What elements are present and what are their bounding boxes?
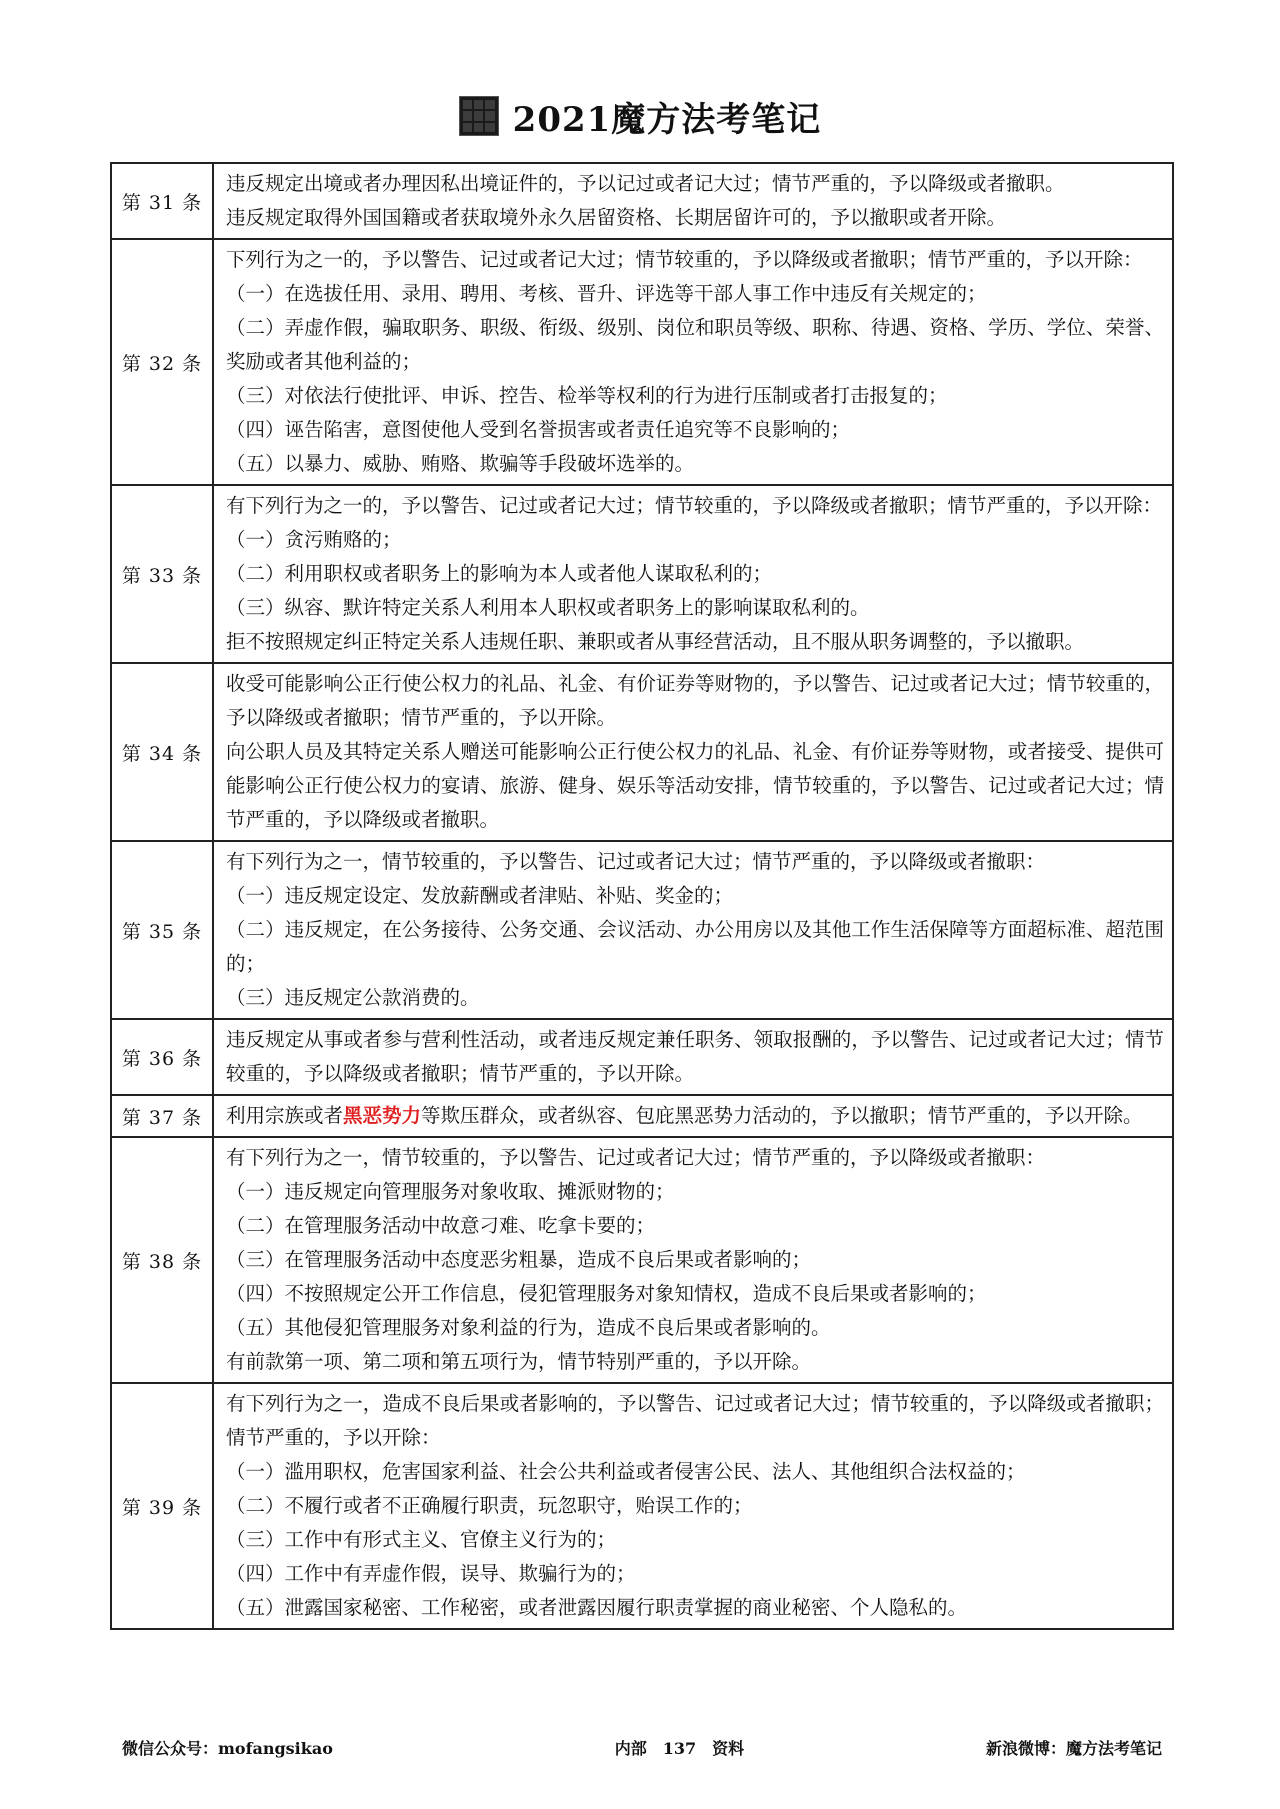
- article-content: [213, 1019, 1173, 1095]
- article-content: [213, 485, 1173, 663]
- article-item: （三）工作中有形式主义、官僚主义行为的；: [226, 1528, 617, 1551]
- article-item: （四）工作中有弄虚作假，误导、欺骗行为的；: [226, 1562, 636, 1585]
- article-number: 第 31 条: [111, 163, 213, 239]
- highlighted-term: 黑恶势力: [343, 1104, 422, 1127]
- article-row-32: [111, 239, 1173, 485]
- article-row-39: [111, 1383, 1173, 1629]
- article-line: 违反规定取得外国国籍或者获取境外永久居留资格、长期居留许可的，予以撤职或者开除。: [226, 206, 1007, 229]
- article-row-37: [111, 1095, 1173, 1137]
- article-item: （二）不履行或者不正确履行职责，玩忽职守，贻误工作的；: [226, 1494, 753, 1517]
- article-item: （一）滥用职权，危害国家利益、社会公共利益或者侵害公民、法人、其他组织合法权益的；: [226, 1460, 1026, 1483]
- article-number: 第 36 条: [111, 1019, 213, 1095]
- article-item: （一）在选拔任用、录用、聘用、考核、晋升、评选等干部人事工作中违反有关规定的；: [226, 282, 987, 305]
- article-item: （三）对依法行使批评、申诉、控告、检举等权利的行为进行压制或者打击报复的；: [226, 384, 948, 407]
- page-header: [0, 88, 1280, 144]
- footer-page-number: 内部 137 资料: [614, 1739, 745, 1758]
- article-content: [213, 163, 1173, 239]
- article-intro: 有下列行为之一的，予以警告、记过或者记大过；情节较重的，予以降级或者撤职；情节严重的，予以开除：: [226, 494, 1163, 517]
- article-item: （一）贪污贿赂的；: [226, 528, 402, 551]
- page-title: 2021魔方法考笔记: [512, 99, 822, 140]
- article-row-35: [111, 841, 1173, 1019]
- articles-table: [110, 162, 1174, 1630]
- article-item: （二）弄虚作假，骗取职务、职级、衔级、级别、岗位和职员等级、职称、待遇、资格、学历、学位、荣誉、奖励或者其他利益的；: [226, 316, 1164, 373]
- footer-weibo: 新浪微博：魔方法考笔记: [985, 1739, 1162, 1758]
- article-intro: 下列行为之一的，予以警告、记过或者记大过；情节较重的，予以降级或者撤职；情节严重的，予以开除：: [226, 248, 1143, 271]
- footer-wechat: 微信公众号：mofangsikao: [122, 1739, 333, 1758]
- article-row-36: [111, 1019, 1173, 1095]
- article-item: （四）不按照规定公开工作信息，侵犯管理服务对象知情权，造成不良后果或者影响的；: [226, 1282, 987, 1305]
- article-item: （一）违反规定向管理服务对象收取、摊派财物的；: [226, 1180, 675, 1203]
- article-item: （二）利用职权或者职务上的影响为本人或者他人谋取私利的；: [226, 562, 773, 585]
- article-text: 等欺压群众，或者纵容、包庇黑恶势力活动的，予以撤职；情节严重的，予以开除。: [421, 1104, 1143, 1127]
- article-paragraph: 向公职人员及其特定关系人赠送可能影响公正行使公权力的礼品、礼金、有价证券等财物，或者接受、提供可能影响公正行使公权力的宴请、旅游、健身、娱乐等活动安排，情节较重的，予以警告、记过或者记大过；情节严重的，予以降级或者撤职。: [226, 740, 1164, 831]
- article-intro: 有下列行为之一，造成不良后果或者影响的，予以警告、记过或者记大过；情节较重的，予以降级或者撤职；情节严重的，予以开除：: [226, 1392, 1164, 1449]
- article-item: （三）纵容、默许特定关系人利用本人职权或者职务上的影响谋取私利的。: [226, 596, 870, 619]
- article-row-34: [111, 663, 1173, 841]
- article-content: [213, 663, 1173, 841]
- article-content: [213, 841, 1173, 1019]
- article-paragraph: [226, 1099, 1164, 1133]
- article-item: （五）其他侵犯管理服务对象利益的行为，造成不良后果或者影响的。: [226, 1316, 831, 1339]
- article-number: 第 39 条: [111, 1383, 213, 1629]
- article-row-33: [111, 485, 1173, 663]
- article-item: （二）在管理服务活动中故意刁难、吃拿卡要的；: [226, 1214, 656, 1237]
- article-content: [213, 1137, 1173, 1383]
- article-row-38: [111, 1137, 1173, 1383]
- article-number: 第 37 条: [111, 1095, 213, 1137]
- article-number: 第 34 条: [111, 663, 213, 841]
- article-number: 第 38 条: [111, 1137, 213, 1383]
- article-item: （五）以暴力、威胁、贿赂、欺骗等手段破坏选举的。: [226, 452, 695, 475]
- article-row-31: [111, 163, 1173, 239]
- article-item: （二）违反规定，在公务接待、公务交通、会议活动、办公用房以及其他工作生活保障等方面超标准、超范围的；: [226, 918, 1164, 975]
- article-intro: 有下列行为之一，情节较重的，予以警告、记过或者记大过；情节严重的，予以降级或者撤职：: [226, 1146, 1046, 1169]
- article-number: 第 32 条: [111, 239, 213, 485]
- article-item: （四）诬告陷害，意图使他人受到名誉损害或者责任追究等不良影响的；: [226, 418, 851, 441]
- article-content: [213, 239, 1173, 485]
- article-number: 第 35 条: [111, 841, 213, 1019]
- article-content: [213, 1095, 1173, 1137]
- article-line: 违反规定出境或者办理因私出境证件的，予以记过或者记大过；情节严重的，予以降级或者撤职。: [226, 172, 1065, 195]
- article-content: [213, 1383, 1173, 1629]
- page-footer: [122, 1736, 1162, 1759]
- article-item: （一）违反规定设定、发放薪酬或者津贴、补贴、奖金的；: [226, 884, 734, 907]
- article-paragraph: 收受可能影响公正行使公权力的礼品、礼金、有价证券等财物的，予以警告、记过或者记大过；情节较重的，予以降级或者撤职；情节严重的，予以开除。: [226, 672, 1164, 729]
- article-tail: 拒不按照规定纠正特定关系人违规任职、兼职或者从事经营活动，且不服从职务调整的，予以撤职。: [226, 630, 1085, 653]
- article-item: （五）泄露国家秘密、工作秘密，或者泄露因履行职责掌握的商业秘密、个人隐私的。: [226, 1596, 968, 1619]
- article-paragraph: 违反规定从事或者参与营利性活动，或者违反规定兼任职务、领取报酬的，予以警告、记过或者记大过；情节较重的，予以降级或者撤职；情节严重的，予以开除。: [226, 1028, 1164, 1085]
- article-intro: 有下列行为之一，情节较重的，予以警告、记过或者记大过；情节严重的，予以降级或者撤职：: [226, 850, 1046, 873]
- rubiks-cube-logo-icon: [459, 96, 499, 136]
- article-number: 第 33 条: [111, 485, 213, 663]
- article-text: 利用宗族或者: [226, 1104, 344, 1127]
- article-item: （三）违反规定公款消费的。: [226, 986, 480, 1009]
- article-item: （三）在管理服务活动中态度恶劣粗暴，造成不良后果或者影响的；: [226, 1248, 812, 1271]
- article-tail: 有前款第一项、第二项和第五项行为，情节特别严重的，予以开除。: [226, 1350, 812, 1373]
